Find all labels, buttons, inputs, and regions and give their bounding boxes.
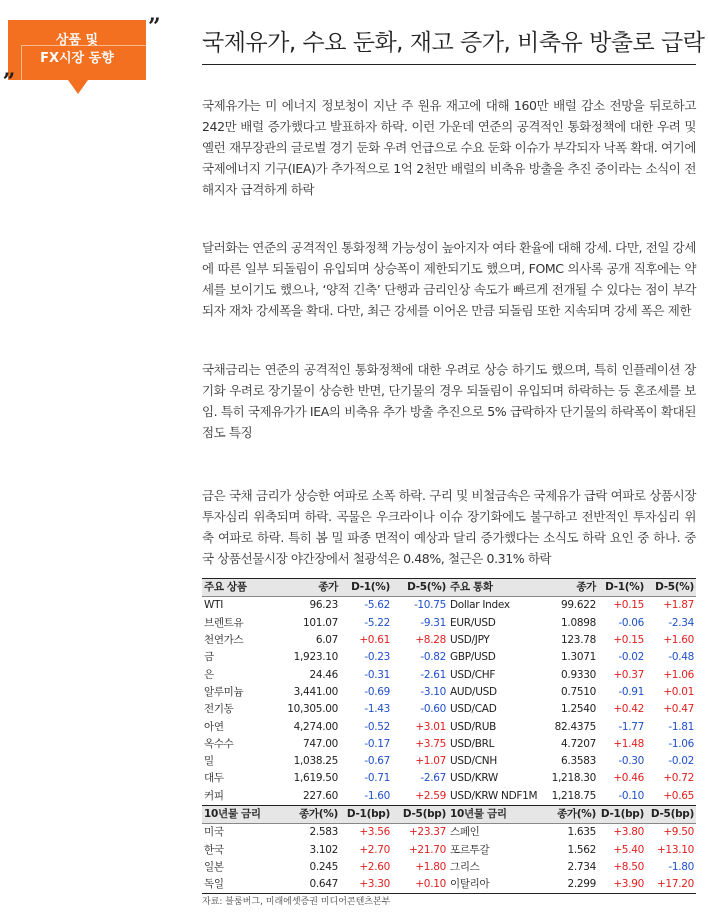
source-note: 자료: 블룸버그, 미래에셋증권 미디어콘텐츠본부 [202,897,391,907]
table-cell: -1.43 [364,703,390,716]
table-cell: -0.06 [618,616,644,629]
table-cell: 3,441.00 [293,685,338,698]
table-cell: 747.00 [303,737,338,750]
table-cell: -0.10 [618,789,644,802]
table-header-commodities [202,579,696,597]
table-row [202,632,696,649]
table-cell: +3.56 [359,826,390,839]
table-cell: -0.69 [364,685,390,698]
table-cell: 금 [204,651,214,664]
table-cell: +0.37 [613,668,644,681]
table-cell: +0.15 [613,599,644,612]
table-cell: +1.80 [415,860,446,873]
table-header-cell: 주요 통화 [448,579,540,597]
table-cell: 은 [204,668,214,681]
table-cell: 독일 [202,876,264,894]
table-cell: +5.40 [613,843,644,856]
table-cell: 포르투갈 [450,843,490,856]
table-cell: 4,274.00 [293,720,338,733]
table-cell: 커피 [204,789,224,802]
table-header-cell: 주요 상품 [202,579,264,597]
paragraph-oil: 국제유가는 미 에너지 정보청이 지난 주 원유 재고에 대해 160만 배럴 감소 전망을 뒤로하고 242만 배럴 증가했다고 발표하자 하락. 이런 가운데 연준의 공격적인 통화정책에 대한 우려 및 옐런 재무장관의 글로벌 경기 둔화 우려 언급으로 수요 둔화 이슈가 부각되자 낙폭 확대. 여기에 국제에너지 기구(IEA)가 추가적으로 1억 2천만 배럴의 비축유 방출을 추진 중이라는 소식이 전해지자 급격하게 하락 [202,98,696,197]
table-cell: +8.28 [415,634,446,647]
table-cell: -1.80 [668,860,694,873]
table-cell: -0.17 [364,737,390,750]
table-cell: +13.10 [656,843,694,856]
table-cell: +1.48 [613,737,644,750]
table-header-cell: 종가 [264,579,340,597]
table-row [202,736,696,753]
table-cell: -0.02 [668,755,694,768]
table-cell: +23.37 [408,826,446,839]
table-header-cell: 종가(%) [540,805,598,823]
table-cell: 101.07 [303,616,338,629]
table-cell: +1.60 [663,634,694,647]
table-cell: -5.22 [364,616,390,629]
table-cell: 알루미늄 [204,685,244,698]
table-cell: +0.72 [663,772,694,785]
table-cell: 2.734 [567,860,596,873]
badge-line-2: FX시장 동향 [40,51,114,66]
table-cell: -0.52 [364,720,390,733]
table-cell: +17.20 [646,876,696,894]
table-cell: 1,218.75 [551,789,596,802]
table-cell: 1.562 [567,843,596,856]
table-cell: -3.10 [420,685,446,698]
table-cell: -1.77 [618,720,644,733]
paragraph-metals: 금은 국채 금리가 상승한 여파로 소폭 하락. 구리 및 비철금속은 국제유가 급락 여파로 상품시장 투자심리 위축되며 하락. 곡물은 우크라이나 이슈 장기화에도 불구하고 전반적인 투자심리 위축 여파로 하락. 특히 봄 밀 파종 면적이 예상과 달리 증가했다는 소식도 하락 요인 중 하나. 중국 상품선물시장 야간장에서 철광석은 0.48%, 철근은 0.31% 하락 [202,488,696,566]
table-cell: +3.80 [613,826,644,839]
table-cell: -5.62 [364,599,390,612]
table-cell: +2.59 [415,789,446,802]
table-cell: +0.47 [663,703,694,716]
table-cell: 이탈리아 [448,876,540,894]
table-cell: 99.622 [561,599,596,612]
table-row [202,597,696,615]
table-cell: 옥수수 [204,737,234,750]
table-cell: -0.82 [420,651,446,664]
table-cell: +1.07 [415,755,446,768]
table-cell: 82.4375 [554,720,596,733]
table-header-cell: 10년물 금리 [448,805,540,823]
table-cell: AUD/USD [450,685,497,698]
open-quote-icon: „ [3,56,16,82]
table-row [202,824,696,842]
table-cell: Dollar Index [450,599,510,612]
table-cell: +0.15 [613,634,644,647]
table-cell: 미국 [204,826,224,839]
table-cell: 0.9330 [561,668,596,681]
table-cell: -0.30 [618,755,644,768]
table-cell: 123.78 [561,634,596,647]
table-header-cell: 10년물 금리 [202,805,264,823]
table-cell: -0.67 [364,755,390,768]
table-cell: +2.60 [359,860,390,873]
table-cell: -1.81 [668,720,694,733]
table-cell: 전기동 [204,703,234,716]
table-cell: -0.71 [364,772,390,785]
table-cell: 1,619.50 [293,772,338,785]
table-cell: -0.31 [364,668,390,681]
table-cell: 2.299 [540,876,598,894]
table-cell: USD/KRW [450,772,499,785]
table-cell: EUR/USD [450,616,496,629]
table-header-cell: 종가 [540,579,598,597]
table-cell: 밀 [204,755,214,768]
table-cell: +3.30 [340,876,392,894]
table-cell: 96.23 [309,599,338,612]
table-cell: -0.60 [420,703,446,716]
table-row [202,876,696,894]
table-cell: 1.2540 [561,703,596,716]
table-cell: +0.61 [359,634,390,647]
table-cell: 6.3583 [561,755,596,768]
table-cell: 0.647 [264,876,340,894]
table-row [202,615,696,632]
table-cell: 브렌트유 [204,616,244,629]
table-cell: 대두 [204,772,224,785]
table-cell: GBP/USD [450,651,496,664]
table-cell: -0.91 [618,685,644,698]
table-cell: -1.60 [364,789,390,802]
table-cell: 1.3071 [561,651,596,664]
table-row [202,859,696,876]
table-cell: 1.635 [567,826,596,839]
table-cell: USD/RUB [450,720,497,733]
table-cell: 스페인 [450,826,480,839]
table-cell: 2.583 [309,826,338,839]
badge-line-1: 상품 및 [55,33,99,48]
table-cell: +8.50 [613,860,644,873]
table-cell: 한국 [204,843,224,856]
table-header-cell: D-1(bp) [598,805,646,823]
page-title: 국제유가, 수요 둔화, 재고 증가, 비축유 방출로 급락 [202,30,705,56]
table-cell: 1,923.10 [293,651,338,664]
table-cell: -2.61 [420,668,446,681]
table-cell: 0.245 [309,860,338,873]
table-header-cell: D-1(%) [598,579,646,597]
table-cell: 천연가스 [204,634,244,647]
table-cell: -9.31 [420,616,446,629]
section-badge [8,20,146,80]
table-cell: USD/BRL [450,737,495,750]
table-cell: 4.7207 [561,737,596,750]
table-row [202,788,696,806]
table-cell: -0.23 [364,651,390,664]
table-row [202,649,696,666]
table-cell: USD/CNH [450,755,497,768]
table-cell: 1.0898 [561,616,596,629]
table-cell: 227.60 [303,789,338,802]
table-cell: 그리스 [450,860,480,873]
table-row [202,684,696,701]
table-cell: +3.01 [415,720,446,733]
table-cell: +0.65 [663,789,694,802]
table-cell: +1.87 [663,599,694,612]
table-header-cell: D-1(bp) [340,805,392,823]
table-cell: -2.67 [420,772,446,785]
table-cell: +3.90 [598,876,646,894]
table-cell: WTI [204,599,223,612]
table-cell: 24.46 [309,668,338,681]
paragraph-bonds: 국채금리는 연준의 공격적인 통화정책에 대한 우려로 상승 하기도 했으며, 특히 인플레이션 장기화 우려로 장기물이 상승한 반면, 단기물의 경우 되돌림이 유입되며 하락하는 등 혼조세를 보임. 특히 국제유가가 IEA의 비축유 추가 방출 추진으로 5% 급락하자 단기물의 하락폭이 확대된 점도 특징 [202,362,696,440]
table-row [202,666,696,683]
table-cell: 아연 [204,720,224,733]
table-cell: +21.70 [408,843,446,856]
table-header-cell: D-5(bp) [646,805,696,823]
table-row [202,770,696,787]
table-cell: +2.70 [359,843,390,856]
table-cell: 3.102 [309,843,338,856]
table-cell: +9.50 [663,826,694,839]
table-cell: -0.02 [618,651,644,664]
title-divider [202,64,696,65]
table-cell: USD/JPY [450,634,490,647]
table-row [202,701,696,718]
table-cell: -10.75 [413,599,446,612]
close-quote-icon: ” [148,14,161,40]
table-header-cell: D-1(%) [340,579,392,597]
table-cell: +1.06 [663,668,694,681]
table-header-cell: D-5(%) [392,579,448,597]
table-cell: 0.7510 [561,685,596,698]
table-cell: 1,038.25 [293,755,338,768]
badge-inner-border [21,45,149,95]
table-header-cell: D-5(%) [646,579,696,597]
table-cell: 10,305.00 [287,703,338,716]
table-cell: USD/CHF [450,668,496,681]
table-cell: -0.48 [668,651,694,664]
table-header-cell: D-5(bp) [392,805,448,823]
market-table [202,578,696,894]
table-row [202,718,696,735]
table-cell: USD/CAD [450,703,497,716]
table-cell: +0.01 [663,685,694,698]
table-cell: 1,218.30 [551,772,596,785]
table-cell: 일본 [204,860,224,873]
table-cell: +0.10 [392,876,448,894]
table-cell: +0.42 [613,703,644,716]
table-cell: -2.34 [668,616,694,629]
table-header-bonds [202,805,696,823]
table-cell: +3.75 [415,737,446,750]
table-row [202,753,696,770]
paragraph-dollar: 달러화는 연준의 공격적인 통화정책 가능성이 높아지자 여타 환율에 대해 강세. 다만, 전일 강세에 따른 일부 되돌림이 유입되며 상승폭이 제한되기도 했으며, FOMC 의사록 공개 직후에는 약세를 보이기도 했으나, ‘양적 긴축’ 단행과 금리인상 속도가 빠르게 전개될 수 있다는 점이 부각되자 재차 강세폭을 확대. 다만, 최근 강세를 이어온 만큼 되돌림 또한 지속되며 강세 폭은 제한 [202,240,696,318]
table-header-cell: 종가(%) [264,805,340,823]
table-cell: USD/KRW NDF1M [450,789,538,802]
table-cell: -1.06 [668,737,694,750]
table-row [202,841,696,858]
table-cell: +0.46 [613,772,644,785]
table-cell: 6.07 [315,634,338,647]
